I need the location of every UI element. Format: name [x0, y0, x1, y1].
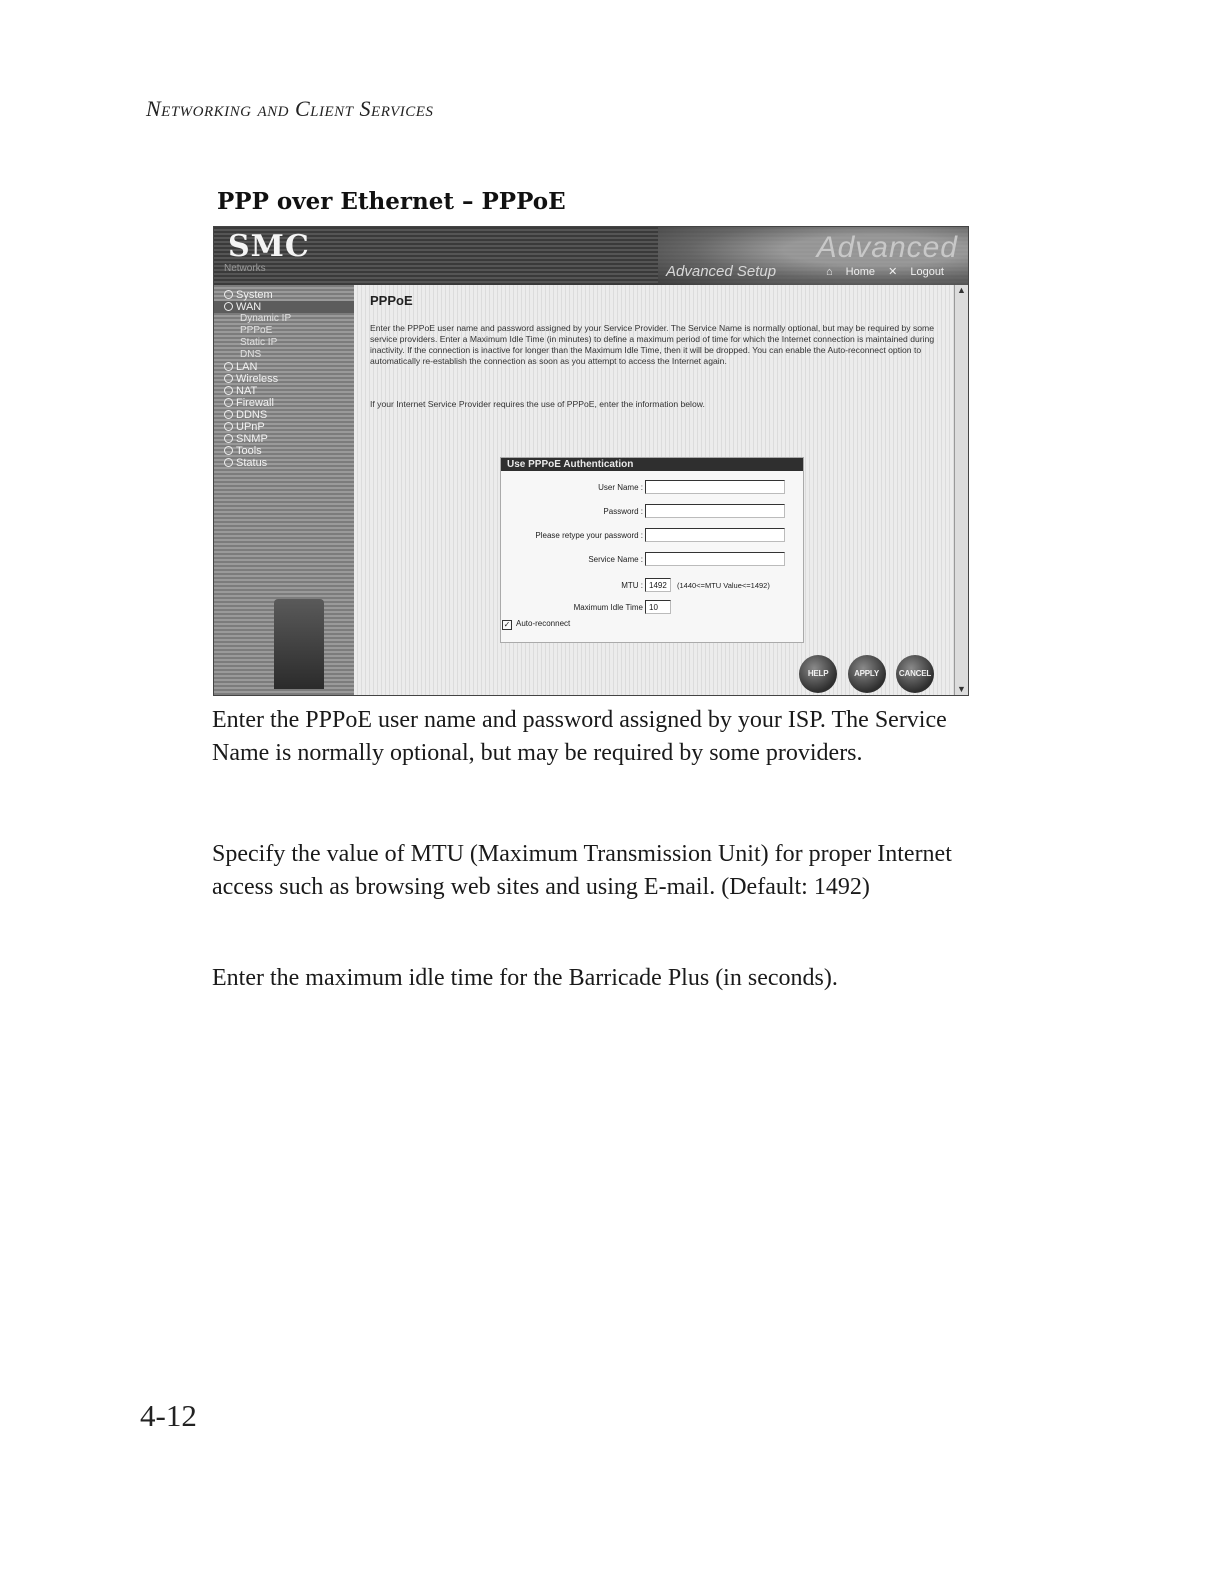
main-content — [354, 285, 954, 695]
form-title: Use PPPoE Authentication — [501, 458, 803, 471]
nav-dot-icon — [224, 302, 233, 311]
pppoe-form — [500, 457, 804, 643]
vertical-scrollbar[interactable] — [954, 285, 968, 695]
nav-dot-icon — [224, 374, 233, 383]
sidebar-item-system[interactable] — [214, 289, 354, 301]
sidebar-item-status[interactable] — [214, 457, 354, 469]
sidebar-item-label: NAT — [236, 385, 258, 397]
sidebar-item-label: System — [236, 289, 273, 301]
sidebar-item-label: UPnP — [236, 421, 265, 433]
sidebar-item-lan[interactable] — [214, 361, 354, 373]
sidebar-item-label: PPPoE — [240, 325, 273, 336]
password-input[interactable] — [645, 504, 785, 518]
running-head: Networking and Client Services — [146, 96, 434, 121]
mtu-hint: (1440<=MTU Value<=1492) — [677, 581, 770, 590]
apply-button[interactable]: APPLY — [848, 655, 886, 693]
nav-dot-icon — [224, 446, 233, 455]
paragraph-credentials: Enter the PPPoE user name and password assigned by your ISP. The Service Name is normally optional, but may be required by some providers. — [212, 707, 947, 766]
idle-time-input[interactable]: 10 — [645, 600, 671, 614]
service-name-input[interactable] — [645, 552, 785, 566]
nav-dot-icon — [224, 434, 233, 443]
sidebar-item-label: WAN — [236, 301, 262, 313]
sidebar-subitem-dynamic-ip[interactable] — [214, 313, 354, 325]
nav-dot-icon — [224, 422, 233, 431]
setup-label: Advanced Setup — [666, 263, 777, 280]
user-name-input[interactable] — [645, 480, 785, 494]
page-title: PPPoE — [370, 293, 413, 308]
sidebar-item-label: Tools — [236, 445, 262, 457]
sidebar-nav — [214, 285, 354, 695]
logout-link-label: Logout — [910, 266, 944, 278]
logout-link[interactable]: ✕ Logout — [888, 266, 944, 278]
mtu-label: MTU : — [621, 581, 643, 590]
auto-reconnect-checkbox[interactable]: ✓ — [503, 620, 511, 629]
sidebar-decoration-image — [274, 599, 324, 689]
idle-time-row — [501, 600, 803, 618]
auto-reconnect-label: Auto-reconnect — [516, 619, 571, 628]
nav-dot-icon — [224, 458, 233, 467]
nav-dot-icon — [224, 290, 233, 299]
retype-password-label: Please retype your password : — [535, 531, 643, 540]
intro-text: Enter the PPPoE user name and password assigned by your Service Provider. The Service Name is normally optional, but may be required by some service providers. Enter a Maximum Idle Time (in minutes) to define a maximum period of time for which the Internet connection is maintained during inactivity. If the connection is inactive for longer than the Maximum Idle Time, then it will be dropped. You can enable the Auto-reconnect option to automatically re-establish the connection as soon as you attempt to access the Internet again. — [370, 323, 935, 366]
sidebar-item-wan[interactable] — [214, 301, 354, 313]
sidebar-item-tools[interactable] — [214, 445, 354, 457]
user-name-row — [501, 480, 803, 498]
mtu-input[interactable]: 1492 — [645, 578, 671, 592]
scroll-up-icon[interactable]: ▲ — [957, 285, 966, 295]
idle-time-label: Maximum Idle Time — [573, 603, 643, 612]
sidebar-item-label: Firewall — [236, 397, 274, 409]
header-links — [816, 265, 944, 278]
auto-reconnect-row[interactable] — [502, 619, 570, 630]
service-name-row — [501, 552, 803, 570]
scroll-down-icon[interactable]: ▼ — [957, 684, 966, 694]
nav-dot-icon — [224, 398, 233, 407]
brand-text: Advanced — [816, 231, 958, 264]
screenshot-header — [214, 227, 968, 285]
sidebar-item-wireless[interactable] — [214, 373, 354, 385]
retype-password-input[interactable] — [645, 528, 785, 542]
sidebar-item-snmp[interactable] — [214, 433, 354, 445]
router-screenshot — [213, 226, 969, 696]
action-buttons — [793, 655, 934, 693]
user-name-label: User Name : — [598, 483, 643, 492]
help-button[interactable]: HELP — [799, 655, 837, 693]
password-row — [501, 504, 803, 522]
nav-dot-icon — [224, 386, 233, 395]
sidebar-item-label: Wireless — [236, 373, 279, 385]
sidebar-item-label: DDNS — [236, 409, 268, 421]
cancel-button[interactable]: CANCEL — [896, 655, 934, 693]
paragraph-idle-time: Enter the maximum idle time for the Barricade Plus (in seconds). — [212, 965, 838, 991]
section-title: PPP over Ethernet – PPPoE — [217, 188, 566, 215]
sidebar-subitem-static-ip[interactable] — [214, 337, 354, 349]
nav-dot-icon — [224, 362, 233, 371]
mtu-row — [501, 578, 803, 596]
sidebar-item-label: SNMP — [236, 433, 268, 445]
paragraph-mtu: Specify the value of MTU (Maximum Transmission Unit) for proper Internet access such as browsing web sites and using E-mail. (Default: 1492) — [212, 841, 952, 900]
sidebar-item-label: Status — [236, 457, 268, 469]
sidebar-item-label: LAN — [236, 361, 258, 373]
password-label: Password : — [603, 507, 643, 516]
smc-logo: SMC — [228, 229, 310, 264]
sidebar-item-label: DNS — [240, 349, 262, 360]
service-name-label: Service Name : — [588, 555, 643, 564]
intro-text-2: If your Internet Service Provider requires the use of PPPoE, enter the information below. — [370, 399, 705, 409]
sidebar-subitem-pppoe[interactable] — [214, 325, 354, 337]
sidebar-item-nat[interactable] — [214, 385, 354, 397]
page-number: 4-12 — [140, 1398, 197, 1433]
sidebar-item-firewall[interactable] — [214, 397, 354, 409]
home-link[interactable]: ⌂ Home — [825, 266, 875, 278]
retype-password-row — [501, 528, 803, 546]
home-link-label: Home — [845, 266, 875, 278]
sidebar-subitem-dns[interactable] — [214, 349, 354, 361]
sidebar-item-ddns[interactable] — [214, 409, 354, 421]
sidebar-item-label: Dynamic IP — [240, 313, 292, 324]
nav-dot-icon — [224, 410, 233, 419]
sidebar-item-label: Static IP — [240, 337, 278, 348]
smc-logo-sub: Networks — [224, 263, 266, 274]
sidebar-item-upnp[interactable] — [214, 421, 354, 433]
